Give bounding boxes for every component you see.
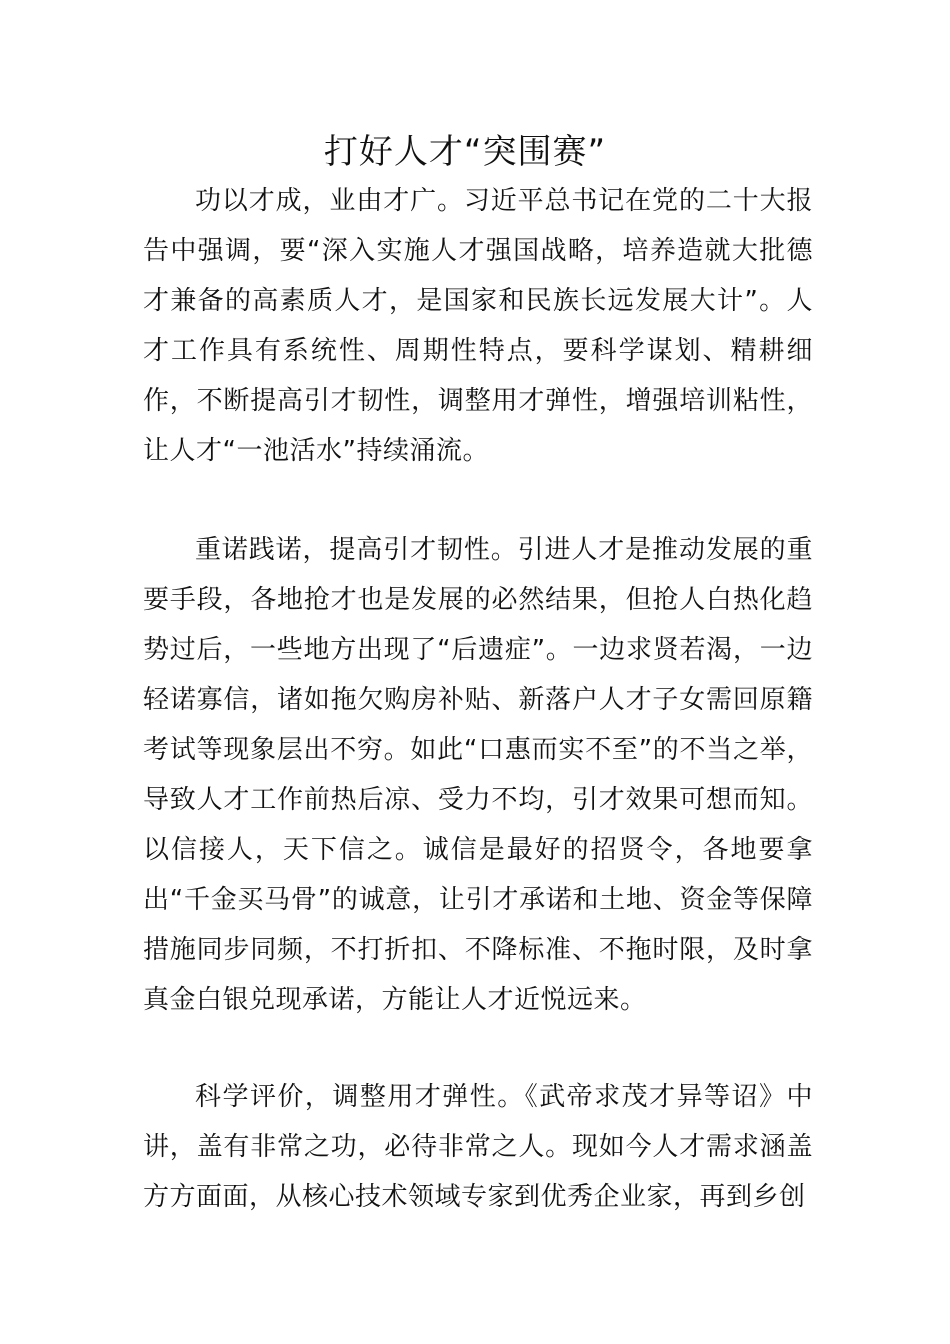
paragraph-recruitment: 重诺践诺，提高引才韧性。引进人才是推动发展的重要手段，各地抢才也是发展的必然结果，但抢人白热化趋势过后，一些地方出现了“后遗症”。一边求贤若渴，一边轻诺寡信，诸如拖欠购房补贴、新落户人才子女需回原籍考试等现象层出不穷。如此“口惠而实不至”的不当之举，导致人才工作前热后凉、受力不均，引才效果可想而知。以信接人，天下信之。诚信是最好的招贤令，各地要拿出“千金买马骨”的诚意，让引才承诺和土地、资金等保障措施同步同频，不打折扣、不降标准、不拖时限，及时拿真金白银兑现承诺，方能让人才近悦远来。: [143, 535, 813, 1015]
paragraph-intro: 功以才成，业由才广。习近平总书记在党的二十大报告中强调，要“深入实施人才强国战略，培养造就大批德才兼备的高素质人才，是国家和民族长远发展大计”。人才工作具有系统性、周期性特点，要科学谋划、精耕细作，不断提高引才韧性，调整用才弹性，增强培训粘性，让人才“一池活水”持续涌流。: [143, 186, 813, 466]
paragraph-evaluation: 科学评价，调整用才弹性。《武帝求茂才异等诏》中讲，盖有非常之功，必待非常之人。现如今人才需求涵盖方方面面，从核心技术领域专家到优秀企业家，再到乡创: [143, 1082, 813, 1212]
document-title: 打好人才“突围赛”: [323, 132, 607, 172]
